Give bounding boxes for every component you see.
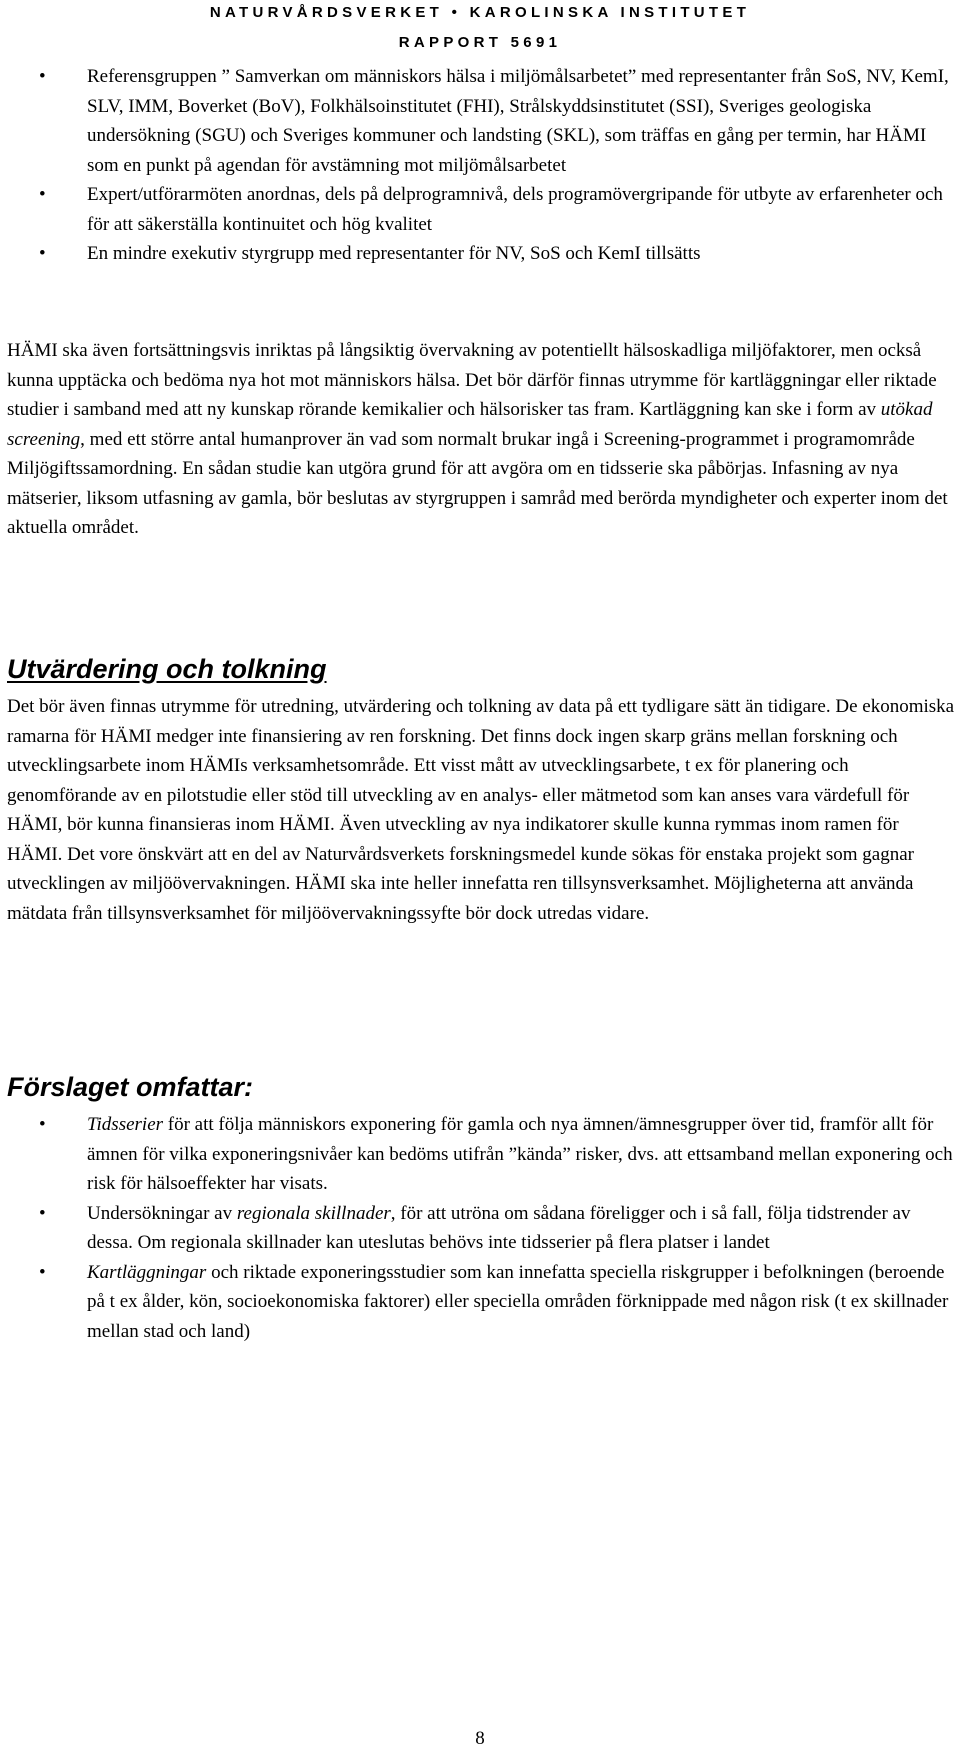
bullet-italic-term: Tidsserier bbox=[87, 1114, 164, 1135]
page-number: 8 bbox=[475, 1728, 485, 1749]
paragraph-italic-term: utökad screening bbox=[7, 399, 933, 450]
bullet-italic-term: Kartläggningar bbox=[87, 1261, 207, 1283]
bullet-text: , för att utröna om sådana föreligger och i så fall, följa tidstrender av dessa. Om regionala skillnader kan uteslutas behövs inte tidsserier på flera platser i landet bbox=[87, 1202, 911, 1253]
section-heading-proposal: Förslaget omfattar: bbox=[7, 1072, 254, 1102]
organization-bullet-list bbox=[0, 62, 958, 269]
bullet-icon: • bbox=[39, 1261, 46, 1283]
paragraph-evaluation: Det bör även finnas utrymme för utredning, utvärdering och tolkning av data på ett tydligare sätt än tidigare. De ekonomiska ramarna för HÄMI medger inte finansiering av ren forskning. Det finns dock ingen skarp gräns mellan forskning och utvecklingsarbete inom HÄMIs verksamhetsområde. Ett visst mått av utvecklingsarbete, t ex för planering och genomförande av en pilotstudie eller stöd till utveckling av en analys- eller mätmetod som kan anses vara värdefull för HÄMI, bör kunna finansieras inom HÄMI. Även utveckling av nya indikatorer skulle kunna rymmas inom ramen för HÄMI. Det vore önskvärt att en del av Naturvårdsverkets forskningsmedel kunde sökas för enstaka projekt som gagnar utvecklingen av miljöövervakningen. HÄMI ska inte heller innefatta ren tillsynsverksamhet. Möjligheterna att använda mätdata från tillsynsverksamhet för miljöövervakningssyfte bör dock utredas vidare. bbox=[7, 696, 955, 924]
list-item bbox=[0, 239, 958, 269]
proposal-bullet-list bbox=[0, 1110, 958, 1346]
list-item bbox=[0, 1199, 958, 1258]
report-header-institutions: NATURVÅRDSVERKET • KAROLINSKA INSTITUTET bbox=[209, 4, 751, 21]
bullet-icon: • bbox=[39, 1114, 46, 1135]
section-heading-evaluation: Utvärdering och tolkning bbox=[7, 654, 327, 684]
bullet-text: En mindre exekutiv styrgrupp med representanter för NV, SoS och KemI tillsätts bbox=[87, 243, 701, 264]
bullet-text: Expert/utförarmöten anordnas, dels på delprogramnivå, dels programövergripande för utbyte av erfarenheter och för att säkerställa kontinuitet och hög kvalitet bbox=[87, 184, 943, 235]
list-item bbox=[0, 62, 958, 180]
bullet-italic-term: regionala skillnader bbox=[236, 1202, 391, 1224]
paragraph-monitoring-focus bbox=[7, 336, 957, 543]
paragraph-text: , med ett större antal humanprover än vad som normalt brukar ingå i Screening-programmet i programområde Miljögiftssamordning. En sådan studie kan utgöra grund för att avgöra om en tidsserie ska påbörjas. Infasning av nya mätserier, liksom utfasning av gamla, bör beslutas av styrgruppen i samråd med berörda myndigheter och experter inom det aktuella området. bbox=[7, 428, 948, 538]
bullet-text: och riktade exponeringsstudier som kan innefatta speciella riskgrupper i befolkningen (beroende på t ex ålder, kön, socioekonomiska faktorer) eller speciella områden förknippade med någon risk (t ex skillnader mellan stad och land) bbox=[87, 1261, 949, 1342]
bullet-text: för att följa människors exponering för gamla och nya ämnen/ämnesgrupper över tid, framför allt för ämnen för vilka exponeringsnivåer kan bedöms utifrån ”kända” risker, dvs. att ettsamband mellan exponering och risk för hälsoeffekter har visats. bbox=[87, 1114, 953, 1194]
bullet-icon: • bbox=[39, 243, 46, 264]
list-item bbox=[0, 1110, 958, 1199]
bullet-icon: • bbox=[39, 66, 46, 87]
list-item bbox=[0, 1258, 958, 1347]
list-item bbox=[0, 180, 958, 239]
bullet-text: Undersökningar av bbox=[87, 1202, 237, 1224]
bullet-icon: • bbox=[39, 1202, 46, 1224]
bullet-icon: • bbox=[39, 184, 46, 205]
bullet-text: Referensgruppen ” Samverkan om människors hälsa i miljömålsarbetet” med representanter från SoS, NV, KemI, SLV, IMM, Boverket (BoV), Folkhälsoinstitutet (FHI), Strålskyddsinstitutet (SSI), Sveriges geologiska undersökning (SGU) och Sveriges kommuner och landsting (SKL), som träffas en gång per termin, har HÄMI som en punkt på agendan för avstämning mot miljömålsarbetet bbox=[87, 66, 949, 176]
paragraph-text: HÄMI ska även fortsättningsvis inriktas på långsiktig övervakning av potentiellt hälsoskadliga miljöfaktorer, men också kunna upptäcka och bedöma nya hot mot människors hälsa. Det bör därför finnas utrymme för kartläggningar eller riktade studier i samband med att ny kunskap rörande kemikalier och hälsorisker tas fram. Kartläggning kan ske i form av bbox=[7, 340, 937, 420]
report-header-number: RAPPORT 5691 bbox=[398, 34, 562, 51]
